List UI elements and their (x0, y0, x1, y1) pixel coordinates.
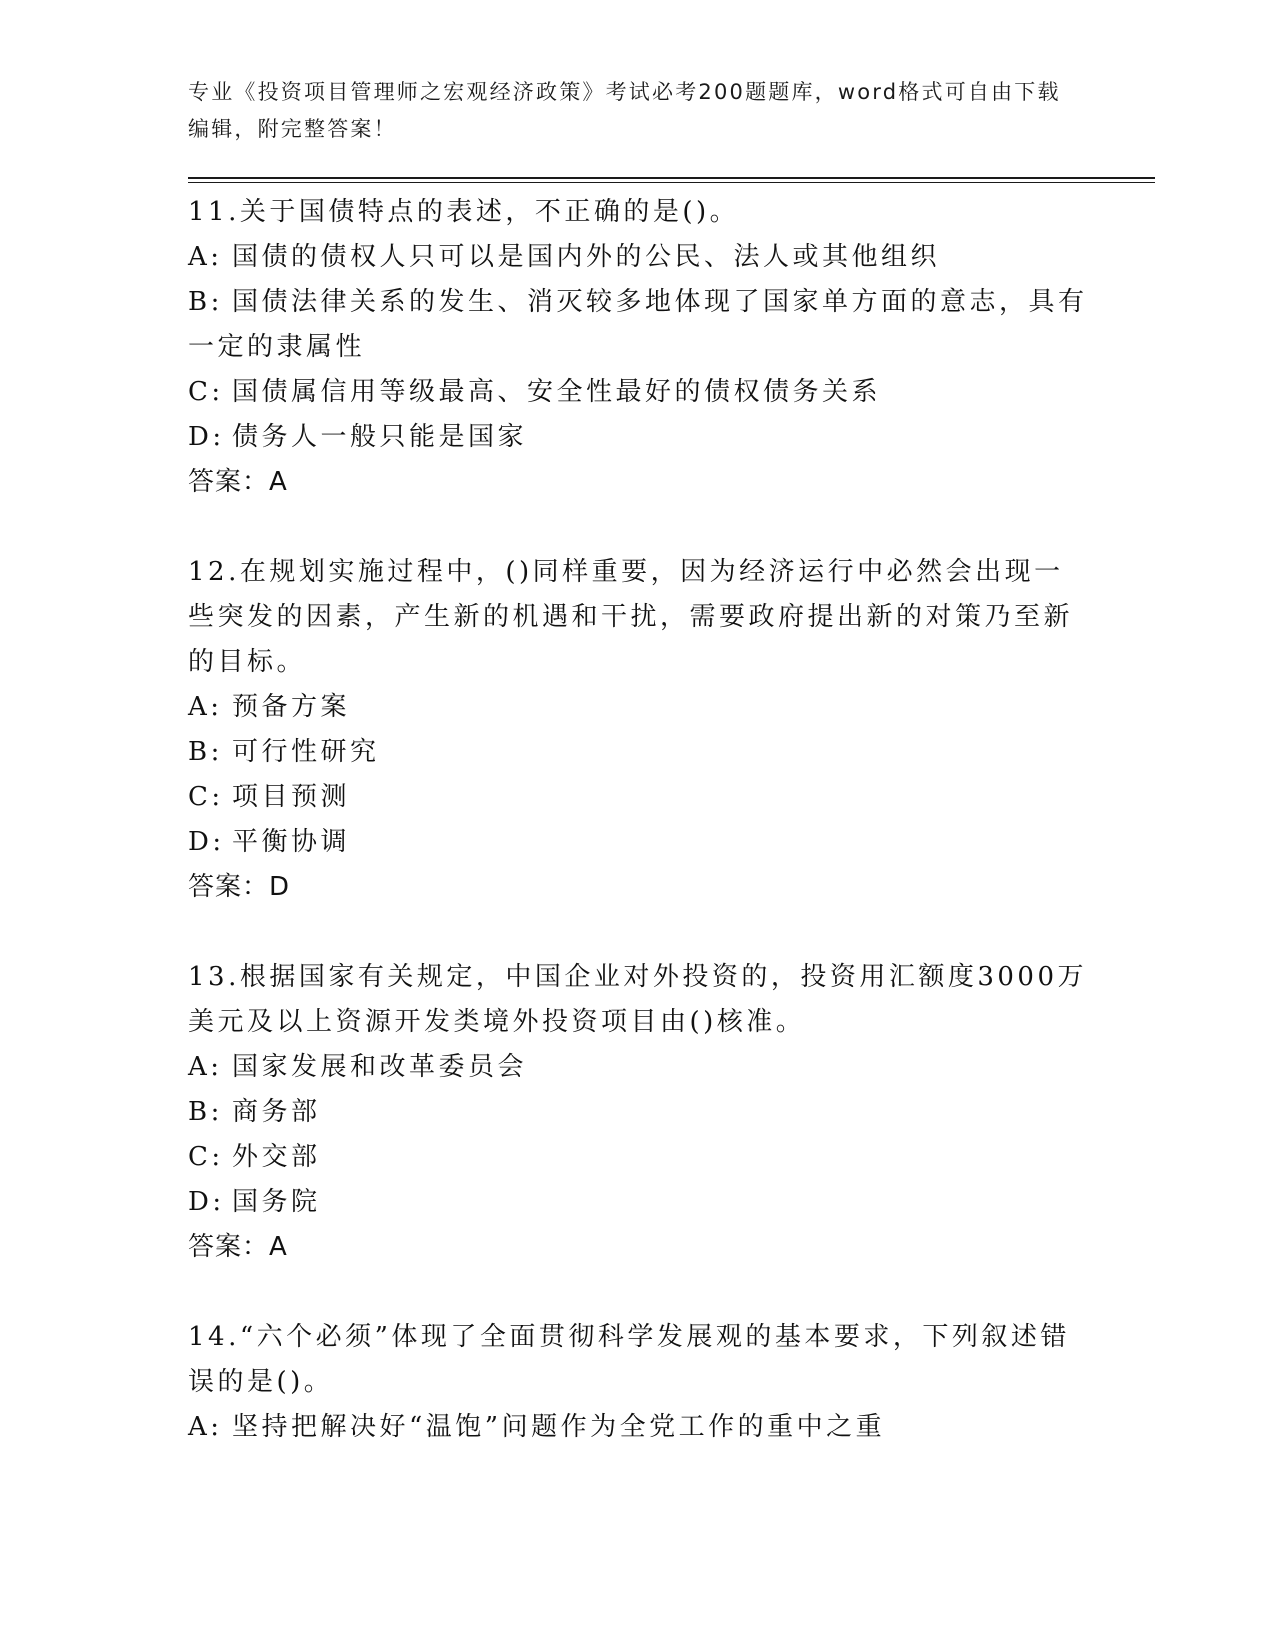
option-text: 外交部 (232, 1142, 321, 1172)
document-header: 专业《投资项目管理师之宏观经济政策》考试必考200题题库，word格式可自由下载编辑，附完整答案！ (188, 80, 1061, 141)
option-text: 商务部 (232, 1097, 321, 1127)
header-divider (188, 177, 1155, 183)
option-letter: C: (188, 782, 224, 812)
option-text: 项目预测 (232, 782, 351, 812)
option-text: 国务院 (232, 1187, 321, 1217)
option-text: 国债的债权人只可以是国内外的公民、法人或其他组织 (232, 242, 941, 272)
option-letter: B: (188, 737, 223, 767)
option-text: 平衡协调 (232, 827, 351, 857)
option-b (188, 730, 1088, 775)
option-letter: B: (188, 1097, 223, 1127)
option-a (188, 685, 1088, 730)
question-12 (188, 550, 1088, 910)
answer-line: 答案：D (188, 872, 291, 902)
option-a (188, 235, 1088, 280)
option-text: 预备方案 (232, 692, 351, 722)
option-d (188, 820, 1088, 865)
option-d (188, 415, 1088, 460)
option-letter: C: (188, 1142, 224, 1172)
option-letter: D: (188, 422, 225, 452)
option-text: 国债法律关系的发生、消灭较多地体现了国家单方面的意志，具有一定的隶属性 (188, 287, 1088, 362)
option-text: 坚持把解决好“温饱”问题作为全党工作的重中之重 (232, 1412, 886, 1442)
option-text: 国家发展和改革委员会 (232, 1052, 528, 1082)
option-letter: C: (188, 377, 224, 407)
question-stem: 12.在规划实施过程中，()同样重要，因为经济运行中必然会出现一些突发的因素，产生新的机遇和干扰，需要政府提出新的对策乃至新的目标。 (188, 557, 1074, 677)
option-text: 债务人一般只能是国家 (232, 422, 528, 452)
answer-line: 答案：A (188, 1232, 288, 1262)
option-letter: A: (188, 1412, 223, 1442)
divider-line-thin (188, 182, 1155, 183)
option-a (188, 1405, 1088, 1450)
question-13 (188, 955, 1088, 1270)
divider-line-thick (188, 177, 1155, 179)
option-letter: A: (188, 692, 223, 722)
option-a (188, 1045, 1088, 1090)
question-stem: 13.根据国家有关规定，中国企业对外投资的，投资用汇额度3000万美元及以上资源开发类境外投资项目由()核准。 (188, 962, 1088, 1037)
option-text: 可行性研究 (232, 737, 380, 767)
question-14 (188, 1315, 1088, 1450)
option-letter: A: (188, 1052, 223, 1082)
option-c (188, 370, 1088, 415)
option-b (188, 280, 1088, 370)
question-stem: 11.关于国债特点的表述，不正确的是()。 (188, 197, 740, 227)
option-b (188, 1090, 1088, 1135)
option-c (188, 775, 1088, 820)
question-11 (188, 190, 1088, 505)
option-letter: A: (188, 242, 223, 272)
option-c (188, 1135, 1088, 1180)
option-letter: D: (188, 827, 225, 857)
option-letter: B: (188, 287, 223, 317)
option-text: 国债属信用等级最高、安全性最好的债权债务关系 (232, 377, 882, 407)
question-stem: 14.“六个必须”体现了全面贯彻科学发展观的基本要求，下列叙述错误的是()。 (188, 1322, 1070, 1397)
option-d (188, 1180, 1088, 1225)
answer-line: 答案：A (188, 467, 288, 497)
option-letter: D: (188, 1187, 225, 1217)
question-list (188, 190, 1088, 1495)
